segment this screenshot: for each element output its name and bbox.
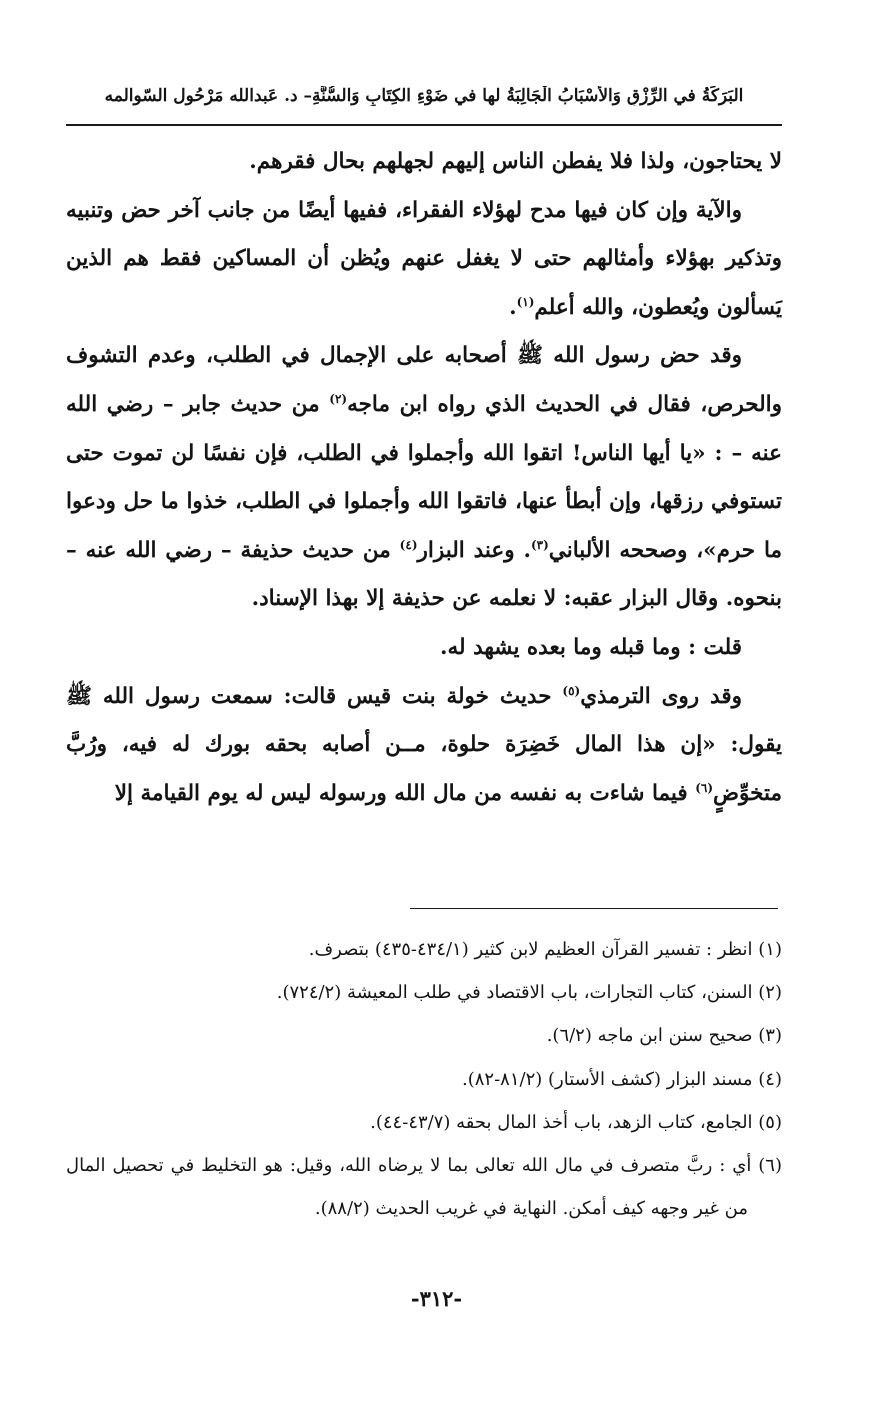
paragraph-3-part-b: من حديث جابر – رضي الله عنه – : «يا أيها الناس! اتقوا الله وأجملوا في الطلب، فإن نفسًا لن تموت حتى تستوفي رزقها، وإن أبطأ عنها، فاتقوا الله وأجملوا في الطلب، خذوا ما حل ودعوا ما حرم»، وصححه الألباني (66, 391, 783, 563)
footnotes (66, 928, 782, 1230)
footnote-6: (٦) أي : ربَّ متصرف في مال الله تعالى بما لا يرضاه الله، وقيل: هو التخليط في تحصيل المال من غير وجهه كيف أمكن. النهاية في غريب الحديث (٨٨/٢). (66, 1155, 782, 1220)
footnote-5: (٥) الجامع، كتاب الزهد، باب أخذ المال بحقه (٤٣/٧-٤٤). (370, 1111, 782, 1133)
paragraph-5-part-a: وقد روى الترمذي (580, 683, 742, 709)
page-number: -٣١٢- (410, 1286, 463, 1311)
paragraph-4: قلت : وما قبله وما بعده يشهد له. (440, 634, 742, 660)
footnote-ref-1: (١) (516, 294, 535, 309)
paragraph-2-text: والآية وإن كان فيها مدح لهؤلاء الفقراء، ففيها أيضًا من جانب آخر حض وتنبيه وتذكير بهؤلاء وأمثالهم حتى لا يغفل عنهم ويُظن أن المساكين فقط هم الذين يَسألون ويُعطون، والله أعلم (66, 197, 782, 320)
paragraph-3-part-d: من حديث حذيفة – رضي الله عنه – بنحوه. وقال البزار عقبه: لا نعلمه عن حذيفة إلا بهذا الإسناد. (66, 537, 782, 612)
paragraph-2-end: . (509, 294, 517, 320)
main-text (66, 138, 782, 818)
paragraph-3 (66, 332, 782, 624)
footnote-4: (٤) مسند البزار (كشف الأستار) (٨١/٢-٨٢). (461, 1068, 782, 1090)
paragraph-5 (66, 673, 782, 819)
footnote-ref-3: (٣) (530, 537, 549, 552)
footnote-3: (٣) صحيح سنن ابن ماجه (٦/٢). (546, 1025, 782, 1047)
paragraph-5-part-b: حديث خولة بنت قيس قالت: سمعت رسول الله ﷺ يقول: «إن هذا المال خَضِرَة حلوة، مــن أصابه بحقه بورك له فيه، ورُبَّ متخوِّضٍ (66, 683, 782, 806)
paragraph-1: لا يحتاجون، ولذا فلا يفطن الناس إليهم لجهلهم بحال فقرهم. (249, 149, 782, 174)
footnote-ref-4: (٤) (399, 537, 418, 552)
paragraph-3-part-c: . وعند البزار (417, 537, 531, 563)
footnote-2: (٢) السنن، كتاب التجارات، باب الاقتصاد في طلب المعيشة (٧٢٤/٢). (276, 982, 782, 1004)
paragraph-5-part-c: فيما شاءت به نفسه من مال الله ورسوله ليس له يوم القيامة إلا (114, 780, 696, 806)
paragraph-3-part-a: وقد حض رسول الله ﷺ أصحابه على الإجمال في الطلب، وعدم التشوف والحرص، فقال في الحديث الذي رواه ابن ماجه (66, 343, 782, 417)
footnote-1: (١) انظر : تفسير القرآن العظيم لابن كثير (٤٣٤/١-٤٣٥) بتصرف. (308, 939, 782, 960)
footnote-rule (410, 908, 778, 909)
header-rule (66, 124, 782, 126)
paragraph-2 (66, 187, 782, 333)
footnote-ref-5: (٥) (562, 683, 581, 698)
footnote-ref-6: (٦) (695, 780, 714, 795)
running-header: البَرَكَةُ في الرِّزْقِ وَالأَسْبَابُ الْجَالِبَةُ لها في ضَوْءِ الكِتَابِ وَالسُّنَّةِ– د. عَبدالله مَرْحُول السّوالمه (104, 86, 744, 106)
footnote-ref-2: (٢) (329, 391, 348, 406)
